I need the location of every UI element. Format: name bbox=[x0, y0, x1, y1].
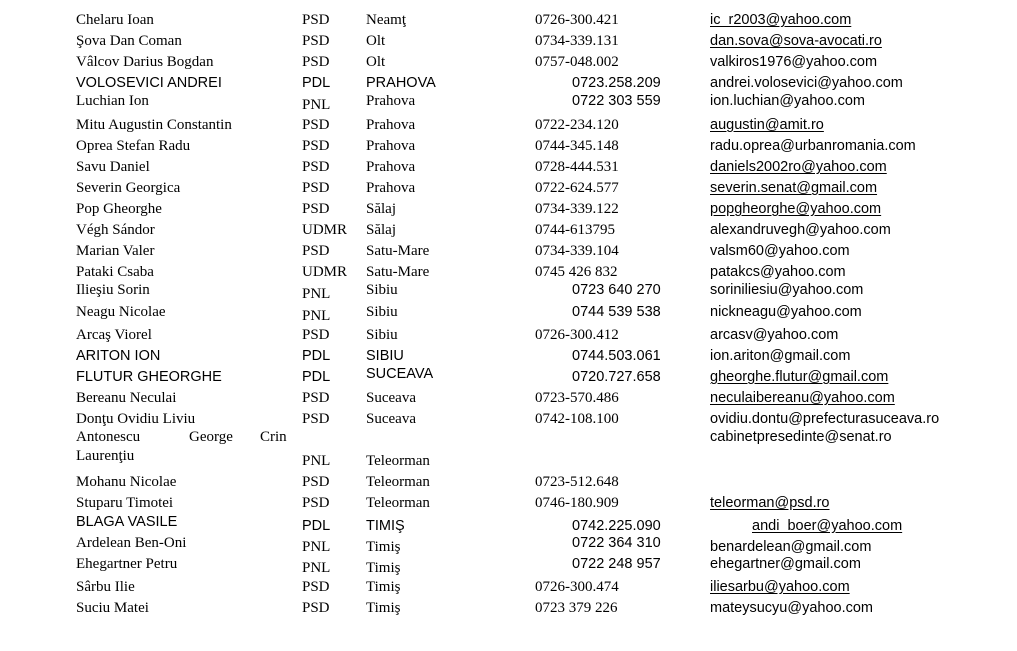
party-cell: PDL bbox=[302, 369, 331, 385]
email-link[interactable]: andi_boer@yahoo.com bbox=[752, 518, 903, 534]
party-cell: PDL bbox=[302, 348, 331, 364]
name-cell: FLUTUR GHEORGHE bbox=[76, 369, 222, 385]
table-row bbox=[0, 326, 1017, 347]
phone-cell: 0742.225.090 bbox=[572, 518, 661, 534]
name-cell: Oprea Stefan Radu bbox=[76, 138, 191, 154]
table-row bbox=[0, 473, 1017, 494]
party-cell: PNL bbox=[302, 539, 331, 555]
name-cell: Luchian Ion bbox=[76, 93, 149, 109]
table-row bbox=[0, 578, 1017, 599]
county-cell: Sălaj bbox=[366, 201, 396, 217]
email-link[interactable]: ic_r2003@yahoo.com bbox=[710, 12, 852, 28]
name-cell: Ilieşiu Sorin bbox=[76, 282, 150, 298]
name-cell: Marian Valer bbox=[76, 243, 155, 259]
county-cell: Prahova bbox=[366, 93, 416, 109]
email-cell: ion.luchian@yahoo.com bbox=[710, 93, 865, 109]
party-cell: PSD bbox=[302, 327, 330, 343]
table-row bbox=[0, 534, 1017, 555]
county-cell: Prahova bbox=[366, 117, 416, 133]
phone-cell: 0744-345.148 bbox=[535, 138, 619, 154]
email-link[interactable]: gheorghe.flutur@gmail.com bbox=[710, 369, 889, 385]
table-row bbox=[0, 158, 1017, 179]
name-cell: Bereanu Neculai bbox=[76, 390, 177, 406]
table-row bbox=[0, 494, 1017, 515]
party-cell: PNL bbox=[302, 286, 331, 302]
name-part-surname: Antonescu bbox=[76, 429, 141, 445]
table-row bbox=[0, 11, 1017, 32]
name-cell: Pop Gheorghe bbox=[76, 201, 162, 217]
email-cell: benardelean@gmail.com bbox=[710, 539, 872, 555]
table-row bbox=[0, 347, 1017, 368]
phone-cell: 0744 539 538 bbox=[572, 304, 661, 320]
table-row bbox=[0, 92, 1017, 113]
name-cell: Stuparu Timotei bbox=[76, 495, 174, 511]
county-cell: Satu-Mare bbox=[366, 264, 430, 280]
phone-cell: 0726-300.474 bbox=[535, 579, 619, 595]
email-cell: valsm60@yahoo.com bbox=[710, 243, 850, 259]
phone-cell: 0734-339.131 bbox=[535, 33, 619, 49]
county-cell: Suceava bbox=[366, 390, 416, 406]
county-cell: Prahova bbox=[366, 159, 416, 175]
email-cell: arcasv@yahoo.com bbox=[710, 327, 839, 343]
name-cell: Vâlcov Darius Bogdan bbox=[76, 54, 214, 70]
email-link[interactable]: popgheorghe@yahoo.com bbox=[710, 201, 882, 217]
table-row bbox=[0, 53, 1017, 74]
county-cell: Prahova bbox=[366, 138, 416, 154]
county-cell: Sibiu bbox=[366, 282, 398, 298]
phone-cell: 0722 303 559 bbox=[572, 93, 661, 109]
table-row bbox=[0, 116, 1017, 137]
county-cell: Satu-Mare bbox=[366, 243, 430, 259]
phone-cell: 0734-339.122 bbox=[535, 201, 619, 217]
email-link[interactable]: severin.senat@gmail.com bbox=[710, 180, 878, 196]
phone-cell: 0728-444.531 bbox=[535, 159, 619, 175]
county-cell: Olt bbox=[366, 33, 386, 49]
party-cell: PSD bbox=[302, 201, 330, 217]
name-cell: Pataki Csaba bbox=[76, 264, 154, 280]
party-cell: UDMR bbox=[302, 222, 348, 238]
email-cell: alexandruvegh@yahoo.com bbox=[710, 222, 891, 238]
email-cell: radu.oprea@urbanromania.com bbox=[710, 138, 916, 154]
party-cell: PSD bbox=[302, 411, 330, 427]
county-cell: Teleorman bbox=[366, 474, 430, 490]
table-row bbox=[0, 221, 1017, 242]
name-cell: Donţu Ovidiu Liviu bbox=[76, 411, 196, 427]
phone-cell: 0744.503.061 bbox=[572, 348, 661, 364]
name-cell: Ehegartner Petru bbox=[76, 556, 178, 572]
county-cell: Neamţ bbox=[366, 12, 406, 28]
party-cell: PSD bbox=[302, 243, 330, 259]
email-link[interactable]: dan.sova@sova-avocati.ro bbox=[710, 33, 882, 49]
table-row bbox=[0, 368, 1017, 389]
phone-cell: 0726-300.412 bbox=[535, 327, 619, 343]
county-cell: Sălaj bbox=[366, 222, 396, 238]
email-link[interactable]: neculaibereanu@yahoo.com bbox=[710, 390, 895, 406]
table-row bbox=[0, 303, 1017, 324]
phone-cell: 0742-108.100 bbox=[535, 411, 619, 427]
phone-cell: 0720.727.658 bbox=[572, 369, 661, 385]
name-cell: Severin Georgica bbox=[76, 180, 181, 196]
table-row bbox=[0, 599, 1017, 620]
phone-cell: 0723-570.486 bbox=[535, 390, 619, 406]
party-cell: PSD bbox=[302, 54, 330, 70]
table-row bbox=[0, 513, 1017, 534]
name-part-last: Laurenţiu bbox=[76, 448, 135, 464]
email-cell: cabinetpresedinte@senat.ro bbox=[710, 429, 892, 445]
phone-cell: 0722-234.120 bbox=[535, 117, 619, 133]
county-cell: Olt bbox=[366, 54, 386, 70]
phone-cell: 0757-048.002 bbox=[535, 54, 619, 70]
party-cell: PNL bbox=[302, 97, 331, 113]
county-cell: SUCEAVA bbox=[366, 366, 434, 382]
email-cell: andrei.volosevici@yahoo.com bbox=[710, 75, 903, 91]
email-link[interactable]: teleorman@psd.ro bbox=[710, 495, 830, 511]
county-cell: TIMIŞ bbox=[366, 518, 405, 534]
county-cell: Timiş bbox=[366, 579, 401, 595]
phone-cell: 0723.258.209 bbox=[572, 75, 661, 91]
party-cell: PDL bbox=[302, 518, 331, 534]
party-cell: PDL bbox=[302, 75, 331, 91]
email-cell: valkiros1976@yahoo.com bbox=[710, 54, 878, 70]
party-cell: PSD bbox=[302, 33, 330, 49]
party-cell: PSD bbox=[302, 117, 330, 133]
county-cell: Timiş bbox=[366, 539, 401, 555]
phone-cell: 0723 640 270 bbox=[572, 282, 661, 298]
phone-cell: 0722 364 310 bbox=[572, 535, 661, 551]
name-cell: ARITON ION bbox=[76, 348, 161, 364]
county-cell: Suceava bbox=[366, 411, 416, 427]
table-row bbox=[0, 281, 1017, 302]
party-cell: UDMR bbox=[302, 264, 348, 280]
party-cell: PSD bbox=[302, 390, 330, 406]
name-cell: Mitu Augustin Constantin bbox=[76, 117, 232, 133]
table-row bbox=[0, 555, 1017, 576]
county-cell: Teleorman bbox=[366, 453, 430, 469]
phone-cell: 0722 248 957 bbox=[572, 556, 661, 572]
name-cell: Végh Sándor bbox=[76, 222, 155, 238]
table-row bbox=[0, 242, 1017, 263]
name-cell: Şova Dan Coman bbox=[76, 33, 182, 49]
table-row bbox=[0, 200, 1017, 221]
name-cell: BLAGA VASILE bbox=[76, 514, 178, 530]
party-cell: PSD bbox=[302, 579, 330, 595]
county-cell: Sibiu bbox=[366, 304, 398, 320]
name-cell: Neagu Nicolae bbox=[76, 304, 166, 320]
county-cell: Timiş bbox=[366, 560, 401, 576]
phone-cell: 0723 379 226 bbox=[535, 600, 618, 616]
email-cell: ovidiu.dontu@prefecturasuceava.ro bbox=[710, 411, 940, 427]
party-cell: PSD bbox=[302, 180, 330, 196]
email-link[interactable]: iliesarbu@yahoo.com bbox=[710, 579, 850, 595]
county-cell: Timiş bbox=[366, 600, 401, 616]
email-cell: nickneagu@yahoo.com bbox=[710, 304, 862, 320]
phone-cell: 0744-613795 bbox=[535, 222, 615, 238]
email-cell: ion.ariton@gmail.com bbox=[710, 348, 851, 364]
email-link[interactable]: daniels2002ro@yahoo.com bbox=[710, 159, 887, 175]
county-cell: Teleorman bbox=[366, 495, 430, 511]
phone-cell: 0726-300.421 bbox=[535, 12, 619, 28]
name-cell: Mohanu Nicolae bbox=[76, 474, 177, 490]
phone-cell: 0745 426 832 bbox=[535, 264, 618, 280]
table-row bbox=[0, 389, 1017, 410]
name-cell: Suciu Matei bbox=[76, 600, 149, 616]
name-cell: Chelaru Ioan bbox=[76, 12, 154, 28]
phone-cell: 0722-624.577 bbox=[535, 180, 619, 196]
name-part-middle: Crin bbox=[260, 429, 287, 445]
table-row bbox=[0, 32, 1017, 53]
county-cell: Prahova bbox=[366, 180, 416, 196]
email-cell: mateysucyu@yahoo.com bbox=[710, 600, 874, 616]
party-cell: PNL bbox=[302, 453, 331, 469]
name-cell: Sârbu Ilie bbox=[76, 579, 135, 595]
party-cell: PSD bbox=[302, 159, 330, 175]
name-cell: VOLOSEVICI ANDREI bbox=[76, 75, 222, 91]
name-cell: Arcaş Viorel bbox=[76, 327, 152, 343]
phone-cell: 0746-180.909 bbox=[535, 495, 619, 511]
email-cell: patakcs@yahoo.com bbox=[710, 264, 846, 280]
party-cell: PNL bbox=[302, 308, 331, 324]
party-cell: PNL bbox=[302, 560, 331, 576]
party-cell: PSD bbox=[302, 600, 330, 616]
name-cell: Ardelean Ben-Oni bbox=[76, 535, 187, 551]
phone-cell: 0734-339.104 bbox=[535, 243, 619, 259]
email-link[interactable]: augustin@amit.ro bbox=[710, 117, 824, 133]
county-cell: SIBIU bbox=[366, 348, 404, 364]
table-row bbox=[0, 179, 1017, 200]
phone-cell: 0723-512.648 bbox=[535, 474, 619, 490]
email-cell: soriniliesiu@yahoo.com bbox=[710, 282, 864, 298]
county-cell: PRAHOVA bbox=[366, 75, 436, 91]
table-row bbox=[0, 428, 1017, 473]
name-part-given: George bbox=[189, 429, 233, 445]
table-row bbox=[0, 137, 1017, 158]
party-cell: PSD bbox=[302, 12, 330, 28]
party-cell: PSD bbox=[302, 138, 330, 154]
party-cell: PSD bbox=[302, 474, 330, 490]
name-cell: Savu Daniel bbox=[76, 159, 150, 175]
party-cell: PSD bbox=[302, 495, 330, 511]
county-cell: Sibiu bbox=[366, 327, 398, 343]
email-cell: ehegartner@gmail.com bbox=[710, 556, 861, 572]
